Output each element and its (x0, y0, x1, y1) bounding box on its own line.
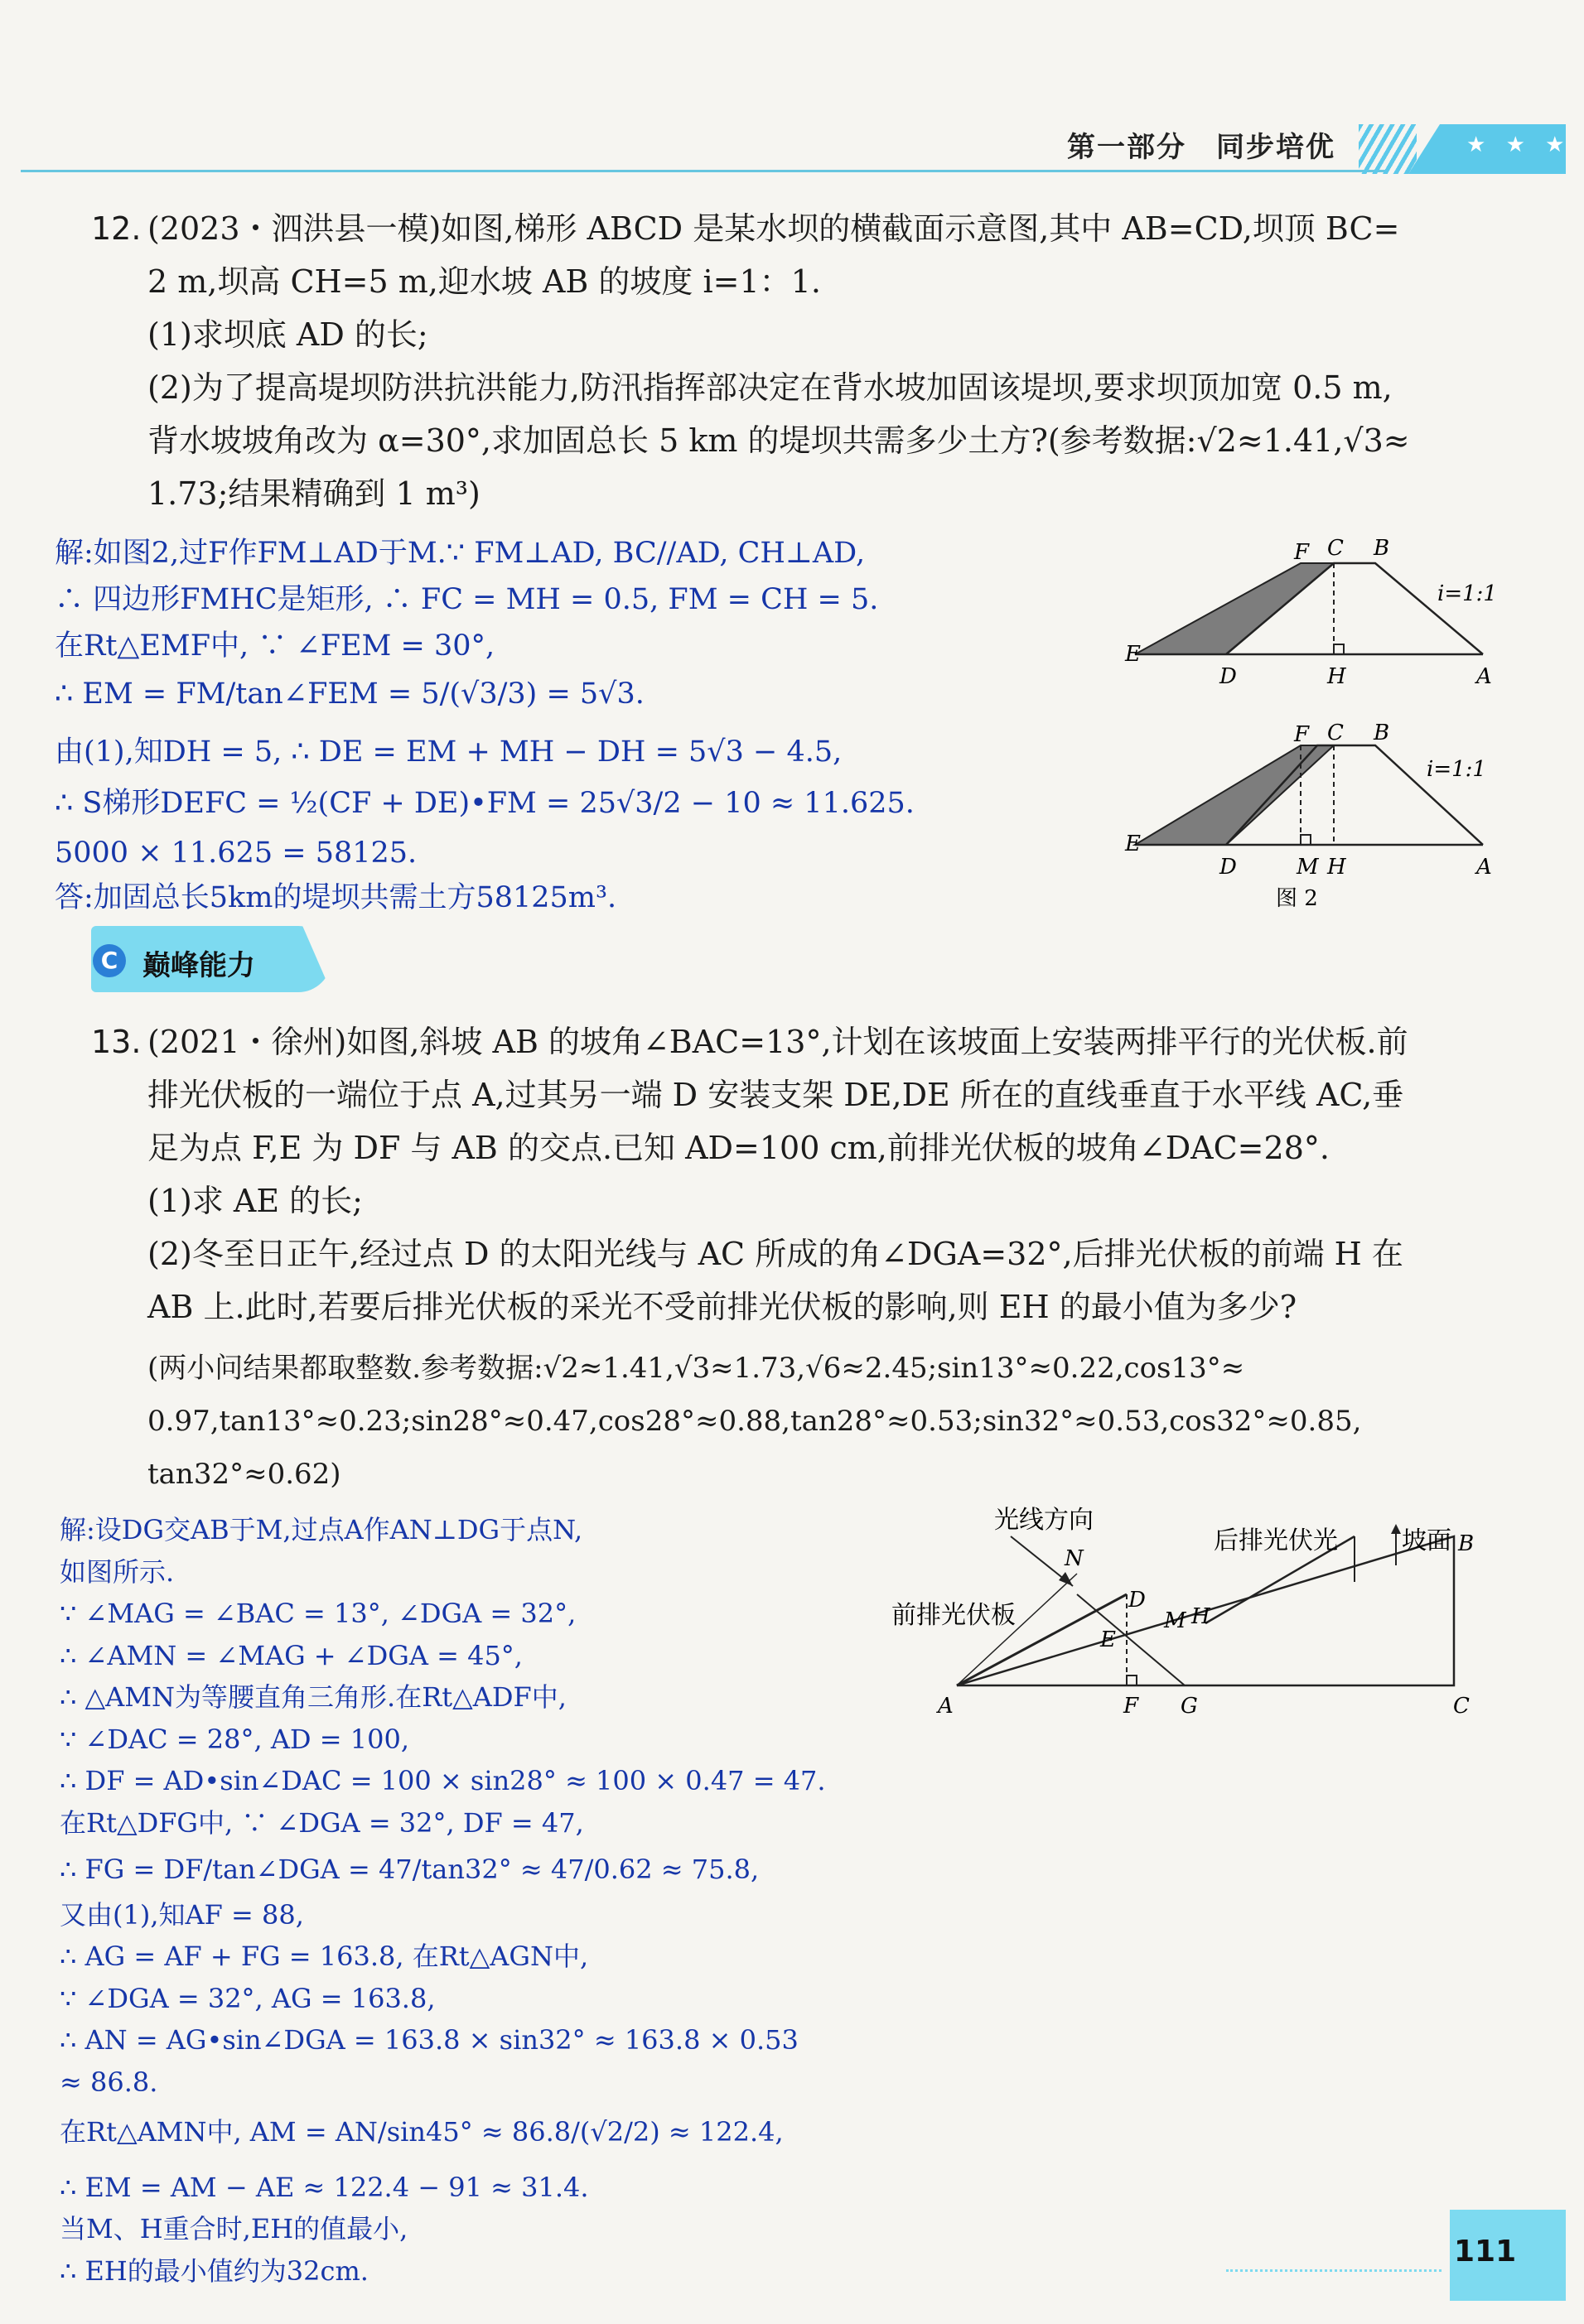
q13-fig-back: 后排光伏光 (1214, 1526, 1338, 1555)
section-title: 巅峰能力 (142, 949, 255, 982)
q13-fig-C: C (1453, 1694, 1470, 1719)
header-stripes (1359, 124, 1417, 174)
q12-sol-line: 解:如图2,过F作FM⊥AD于M.∵ FM⊥AD, BC//AD, CH⊥AD, (55, 537, 866, 570)
fig2-label-F: F (1294, 722, 1310, 747)
q13-line-1: (2021・徐州)如图,斜坡 AB 的坡角∠BAC=13°,计划在该坡面上安装两排平行的光伏板.前 (147, 1024, 1408, 1060)
q13-line-5: (2)冬至日正午,经过点 D 的太阳光线与 AC 所成的角∠DGA=32°,后排光伏板的前端 H 在 (147, 1236, 1403, 1272)
fig1-label-F: F (1294, 540, 1310, 565)
fig2-label-D: D (1219, 855, 1237, 880)
q13-fig-N: N (1065, 1546, 1084, 1571)
q13-sol-line: 当M、H重合时,EH的值最小, (60, 2213, 408, 2244)
q13-sol-line: 在Rt△AMN中, AM = AN/sin45° ≈ 86.8/(√2/2) ≈ 122.4, (60, 2116, 784, 2148)
q13-sol-line: ∴ FG = DF/tan∠DGA = 47/tan32° ≈ 47/0.62 ≈ 75.8, (60, 1854, 760, 1885)
q13-fig-slope: 坡面 (1402, 1526, 1451, 1555)
q12-sol-line: ∴ 四边形FMHC是矩形, ∴ FC = MH = 0.5, FM = CH = 5. (55, 583, 879, 616)
q13-sol-line: ∴ EM = AM − AE ≈ 122.4 − 91 ≈ 31.4. (60, 2171, 589, 2203)
page-dots (1226, 2269, 1442, 2272)
q12-sol-line: 5000 × 11.625 = 58125. (55, 837, 418, 870)
q13-sol-line: ∴ DF = AD•sin∠DAC = 100 × sin28° ≈ 100 × 0.47 = 47. (60, 1765, 826, 1796)
header-title: 第一部分 同步培优 (1067, 131, 1335, 164)
fig2-label-C: C (1327, 721, 1344, 745)
q13-figure (878, 1491, 1508, 1731)
q13-sol-line: ≈ 86.8. (60, 2066, 158, 2098)
q13-fig-H: H (1191, 1604, 1210, 1629)
q13-line-9: tan32°≈0.62) (147, 1458, 341, 1491)
q13-sol-line: 解:设DG交AB于M,过点A作AN⊥DG于点N, (60, 1514, 583, 1545)
q12-sol-line: 在Rt△EMF中, ∵ ∠FEM = 30°, (55, 629, 495, 663)
q13-fig-E: E (1100, 1627, 1116, 1652)
q13-sol-line: ∵ ∠DGA = 32°, AG = 163.8, (60, 1982, 436, 2014)
q13-sol-line: 如图所示. (60, 1555, 175, 1588)
fig2-label-H: H (1327, 855, 1346, 880)
fig2-caption: 图 2 (1276, 886, 1318, 911)
q12-figure-1 (1110, 530, 1516, 708)
q13-fig-M: M (1164, 1608, 1186, 1633)
fig2-label-slope: i=1:1 (1427, 757, 1486, 782)
q13-sol-line: ∴ EH的最小值约为32cm. (60, 2254, 369, 2287)
q13-sol-line: ∵ ∠DAC = 28°, AD = 100, (60, 1723, 409, 1755)
q12-line-6: 1.73;结果精确到 1 m³) (147, 475, 481, 512)
q13-fig-B: B (1458, 1531, 1475, 1556)
q12-line-4: (2)为了提高堤坝防洪抗洪能力,防汛指挥部决定在背水坡加固该堤坝,要求坝顶加宽 0.5 m, (147, 369, 1393, 406)
q13-line-7: (两小问结果都取整数.参考数据:√2≈1.41,√3≈1.73,√6≈2.45;sin13°≈0.22,cos13°≈ (147, 1352, 1245, 1385)
q13-line-8: 0.97,tan13°≈0.23;sin28°≈0.47,cos28°≈0.88,tan28°≈0.53;sin32°≈0.53,cos32°≈0.85, (147, 1405, 1362, 1438)
q12-sol-line: 由(1),知DH = 5, ∴ DE = EM + MH − DH = 5√3 − 4.5, (55, 735, 843, 769)
header-rule (21, 170, 1388, 172)
q12-line-5: 背水坡坡角改为 α=30°,求加固总长 5 km 的堤坝共需多少土方?(参考数据:√2≈1.41,√3≈ (147, 422, 1410, 459)
fig1-label-B: B (1374, 536, 1390, 561)
fig2-label-M: M (1297, 855, 1319, 880)
q13-sol-line: ∴ AN = AG•sin∠DGA = 163.8 × sin32° ≈ 163.8 × 0.53 (60, 2024, 799, 2056)
fig1-label-C: C (1327, 536, 1344, 561)
q13-line-2: 排光伏板的一端位于点 A,过其另一端 D 安装支架 DE,DE 所在的直线垂直于水平线 AC,垂 (147, 1077, 1404, 1113)
q13-sol-line: ∴ △AMN为等腰直角三角形.在Rt△ADF中, (60, 1681, 567, 1713)
q12-sol-line: 答:加固总长5km的堤坝共需土方58125m³. (55, 881, 617, 914)
fig1-label-A: A (1476, 664, 1492, 689)
q13-solution (60, 1509, 826, 2292)
q12-number: 12. (91, 210, 142, 247)
fig2-label-E: E (1125, 832, 1141, 856)
q12-solution (55, 532, 915, 919)
q13-sol-line: ∴ AG = AF + FG = 163.8, 在Rt△AGN中, (60, 1941, 589, 1972)
fig1-label-E: E (1125, 642, 1141, 667)
q12-line-1: (2023・泗洪县一模)如图,梯形 ABCD 是某水坝的横截面示意图,其中 AB=CD,坝顶 BC= (147, 210, 1400, 247)
fig2-label-A: A (1476, 855, 1492, 880)
section-letter: C (93, 944, 126, 977)
page-number: 111 (1454, 2235, 1517, 2269)
q12-figure-2 (1110, 708, 1516, 915)
q13-fig-light: 光线方向 (994, 1506, 1094, 1535)
q13-line-6: AB 上.此时,若要后排光伏板的采光不受前排光伏板的影响,则 EH 的最小值为多少? (147, 1289, 1297, 1325)
q13-fig-G: G (1181, 1694, 1198, 1719)
q13-fig-D: D (1128, 1588, 1146, 1613)
q13-fig-F: F (1123, 1694, 1139, 1719)
q13-sol-line: ∴ ∠AMN = ∠MAG + ∠DGA = 45°, (60, 1639, 523, 1671)
q12-sol-line: ∴ EM = FM/tan∠FEM = 5/(√3/3) = 5√3. (55, 677, 645, 711)
q12-line-2: 2 m,坝高 CH=5 m,迎水坡 AB 的坡度 i=1：1. (147, 263, 821, 300)
q13-line-3: 足为点 F,E 为 DF 与 AB 的交点.已知 AD=100 cm,前排光伏板的坡角∠DAC=28°. (147, 1130, 1330, 1166)
q13-fig-front: 前排光伏板 (891, 1601, 1016, 1630)
fig1-label-H: H (1327, 664, 1346, 689)
fig1-label-slope: i=1:1 (1437, 581, 1497, 606)
fig1-label-D: D (1219, 664, 1237, 689)
header-stars: ★ ★ ★ (1466, 133, 1572, 157)
q13-line-4: (1)求 AE 的长; (147, 1183, 363, 1219)
q13-sol-line: 又由(1),知AF = 88, (60, 1898, 304, 1931)
q12-line-3: (1)求坝底 AD 的长; (147, 316, 428, 353)
q13-number: 13. (91, 1024, 142, 1060)
fig2-label-B: B (1374, 721, 1390, 745)
q13-fig-A: A (938, 1694, 954, 1719)
q13-sol-line: 在Rt△DFG中, ∵ ∠DGA = 32°, DF = 47, (60, 1806, 584, 1839)
q12-sol-line: ∴ S梯形DEFC = ½(CF + DE)•FM = 25√3/2 − 10 ≈ 11.625. (55, 787, 915, 820)
q13-sol-line: ∵ ∠MAG = ∠BAC = 13°, ∠DGA = 32°, (60, 1598, 577, 1629)
